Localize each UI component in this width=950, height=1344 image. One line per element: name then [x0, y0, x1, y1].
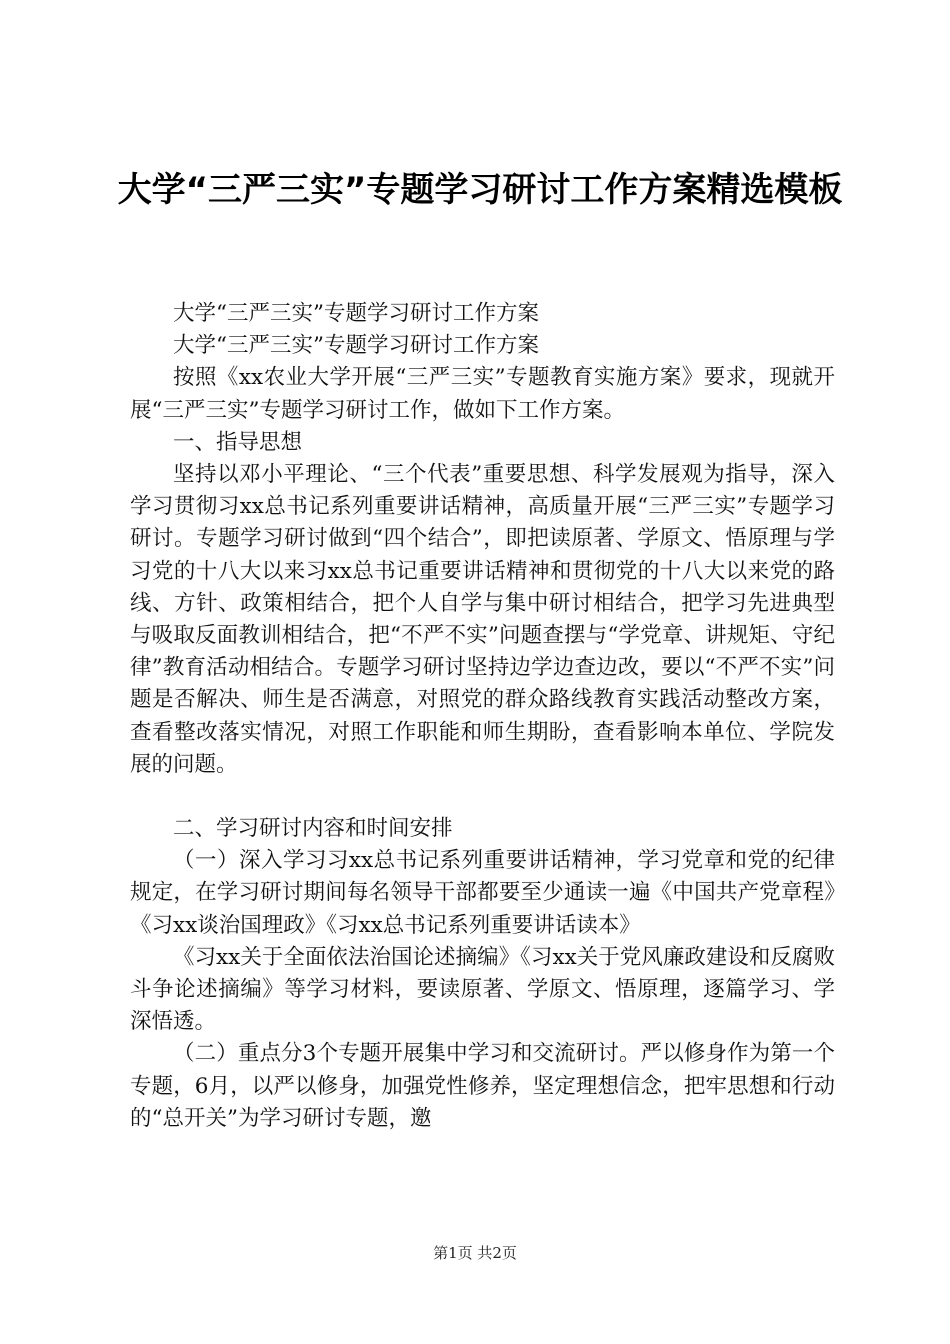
- intro-paragraph: 按照《xx农业大学开展“三严三实”专题教育实施方案》要求，现就开展“三严三实”专题学习研讨工作，做如下工作方案。: [130, 365, 835, 423]
- study-content-paragraph-1: （一）深入学习习xx总书记系列重要讲话精神，学习党章和党的纪律规定，在学习研讨期间每名领导干部都要至少通读一遍《中国共产党章程》《习xx谈治国理政》《习xx总书记系列重要讲话读本》: [130, 848, 835, 938]
- document-title: 大学“三严三实”专题学习研讨工作方案精选模板: [117, 170, 843, 210]
- document-body: [130, 298, 835, 1135]
- study-content-paragraph-3: （二）重点分3个专题开展集中学习和交流研讨。严以修身作为第一个专题，6月，以严以修身，加强党性修养，坚定理想信念，把牢思想和行动的“总开关”为学习研讨专题，邀: [130, 1041, 835, 1131]
- subtitle-line-2: 大学“三严三实”专题学习研讨工作方案: [173, 333, 539, 359]
- study-content-paragraph-2: 《习xx关于全面依法治国论述摘编》《习xx关于党风廉政建设和反腐败斗争论述摘编》等学习材料，要读原著、学原文、悟原理，逐篇学习、学深悟透。: [130, 944, 835, 1035]
- guiding-thought-paragraph: 坚持以邓小平理论、“三个代表”重要思想、科学发展观为指导，深入学习贯彻习xx总书记系列重要讲话精神，高质量开展“三严三实”专题学习研讨。专题学习研讨做到“四个结合”，即把读原著、学原文、悟原理与学习党的十八大以来习xx总书记重要讲话精神和贯彻党的十八大以来党的路线、方针、政策相结合，把个人自学与集中研讨相结合，把学习先进典型与吸取反面教训相结合，把“不严不实”问题查摆与“学党章、讲规矩、守纪律”教育活动相结合。专题学习研讨坚持边学边查边改，要以“不严不实”问题是否解决、师生是否满意，对照党的群众路线教育实践活动整改方案，查看整改落实情况，对照工作职能和师生期盼，查看影响本单位、学院发展的问题。: [130, 462, 835, 777]
- page-footer: 第1页 共2页: [433, 1244, 517, 1262]
- section-heading-1: 一、指导思想: [173, 429, 303, 455]
- section-heading-2: 二、学习研讨内容和时间安排: [173, 816, 453, 842]
- paragraph-spacer: [130, 781, 835, 813]
- subtitle-line-1: 大学“三严三实”专题学习研讨工作方案: [173, 301, 539, 326]
